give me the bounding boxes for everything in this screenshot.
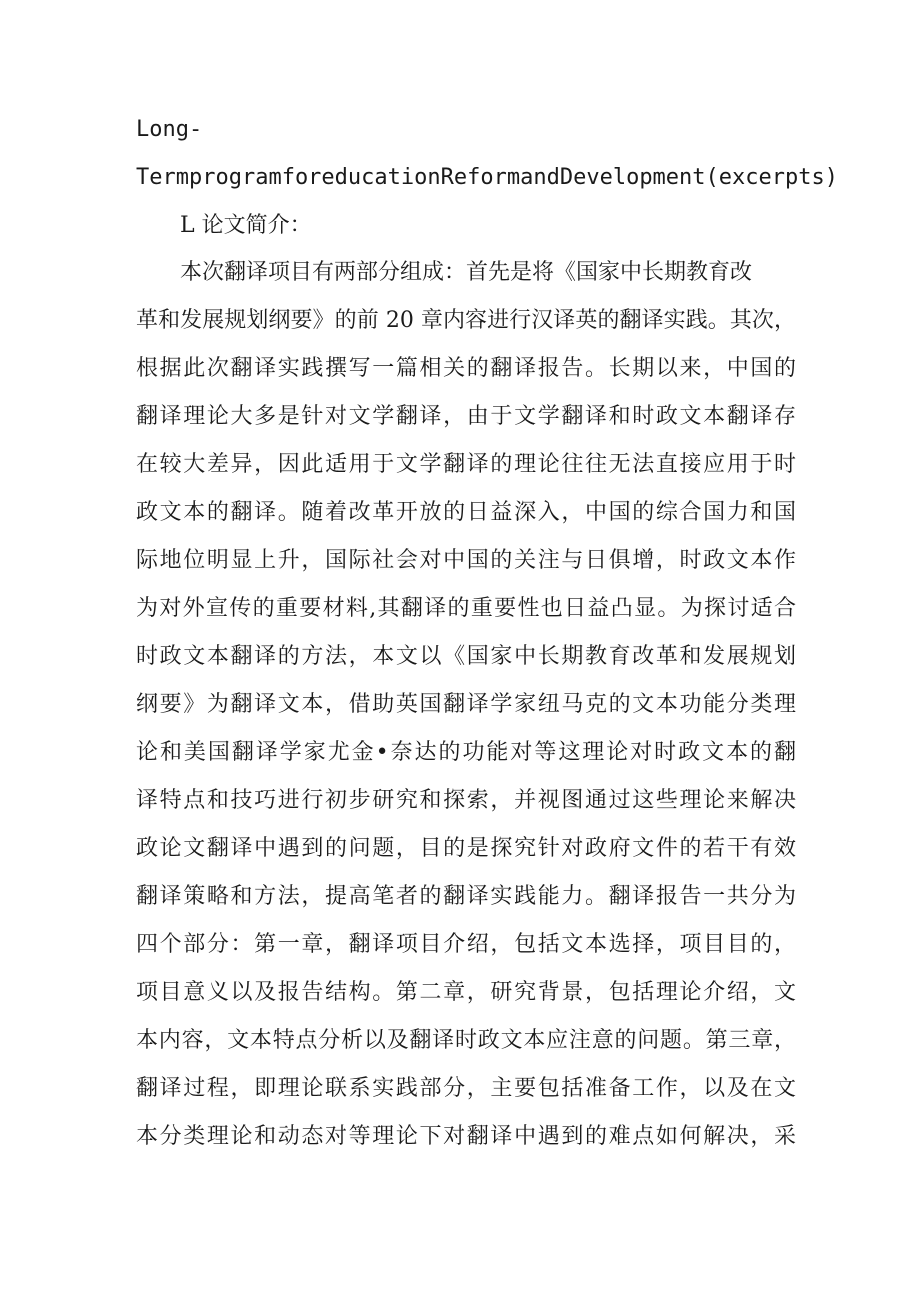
title-line-1: Long- [136, 117, 203, 142]
paragraph-line: 时政文本翻译的方法，本文以《国家中长期教育改革和发展规划 [136, 644, 796, 669]
paragraph-line: 本内容，文本特点分析以及翻译时政文本应注意的问题。第三章， [136, 1028, 796, 1053]
paragraph-line: 为对外宣传的重要材料,其翻译的重要性也日益凸显。为探讨适合 [136, 596, 796, 621]
paragraph-line: 本次翻译项目有两部分组成：首先是将《国家中长期教育改 [180, 260, 753, 285]
paragraph-line: 项目意义以及报告结构。第二章，研究背景，包括理论介绍，文 [136, 980, 796, 1005]
paragraph-line: 根据此次翻译实践撰写一篇相关的翻译报告。长期以来，中国的 [136, 356, 796, 381]
paragraph-line: 政论文翻译中遇到的问题，目的是探究针对政府文件的若干有效 [136, 836, 796, 861]
paragraph-line: 革和发展规划纲要》的前 20 章内容进行汉译英的翻译实践。其次， [136, 308, 796, 333]
paragraph-line: 译特点和技巧进行初步研究和探索，并视图通过这些理论来解决 [136, 788, 796, 813]
paragraph-line: 翻译理论大多是针对文学翻译，由于文学翻译和时政文本翻译存 [136, 404, 796, 429]
paragraph-line: 四个部分：第一章，翻译项目介绍，包括文本选择，项目目的， [136, 932, 796, 957]
paragraph-line: 论和美国翻译学家尤金•奈达的功能对等这理论对时政文本的翻 [136, 740, 796, 765]
title-line-2: TermprogramforeducationReformandDevelopment(excerpts) [136, 165, 838, 190]
paragraph-line: 翻译过程，即理论联系实践部分，主要包括准备工作，以及在文 [136, 1076, 796, 1101]
paragraph-line: 翻译策略和方法，提高笔者的翻译实践能力。翻译报告一共分为 [136, 884, 796, 909]
paragraph-line: 纲要》为翻译文本，借助英国翻译学家纽马克的文本功能分类理 [136, 692, 796, 717]
section-heading: L 论文简介： [180, 213, 312, 238]
paragraph-line: 际地位明显上升，国际社会对中国的关注与日俱增，时政文本作 [136, 548, 796, 573]
paragraph-line: 政文本的翻译。随着改革开放的日益深入，中国的综合国力和国 [136, 500, 796, 525]
paragraph-line: 本分类理论和动态对等理论下对翻译中遇到的难点如何解决，采 [136, 1124, 796, 1149]
paragraph-line: 在较大差异，因此适用于文学翻译的理论往往无法直接应用于时 [136, 452, 796, 477]
